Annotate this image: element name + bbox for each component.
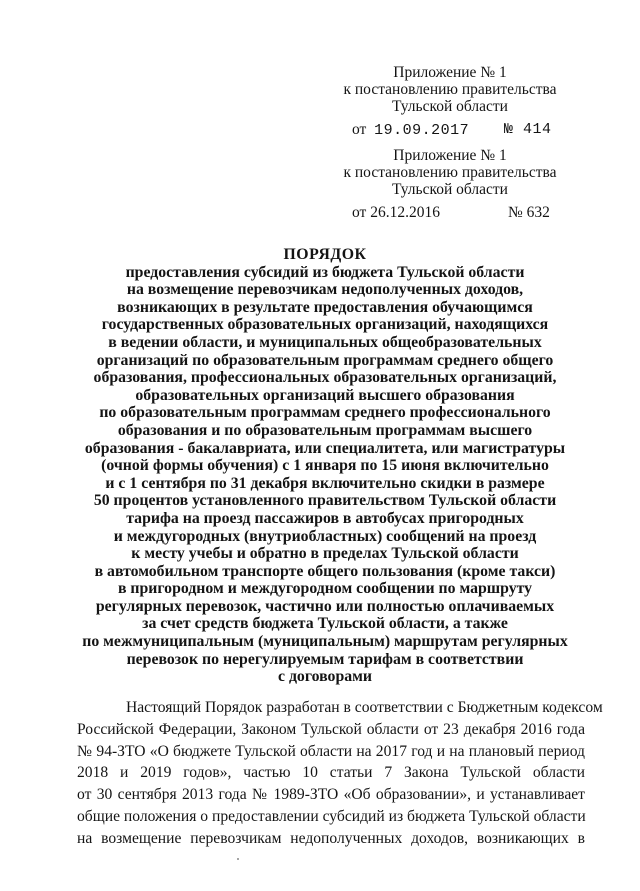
appendix-region-label: Тульской области [392, 98, 508, 115]
title-line: образования - бакалавриата, или специалитета, или магистратуры [84, 439, 566, 457]
title-line: в автомобильном транспорте общего пользования (кроме такси) [94, 562, 556, 580]
title-line: (очной формы обучения) с 1 января по 15 июня включительно [101, 457, 549, 475]
body-line: Настоящий Порядок разработан в соответствии с Бюджетным кодексом [126, 699, 603, 716]
document-heading: ПОРЯДОК [283, 246, 367, 263]
appendix-region-label: Тульской области [392, 181, 508, 198]
appendix-header-current [320, 64, 580, 115]
title-line: к месту учебы и обратно в пределах Тульской области [131, 545, 519, 563]
document-title [60, 246, 590, 686]
title-line: в пригородном и междугородном сообщении по маршруту [117, 580, 533, 598]
appendix-decree-label: к постановлению правительства [343, 164, 557, 181]
title-line: и с 1 сентября по 31 декабря включительно скидки в размере [105, 474, 545, 492]
title-line: государственных образовательных организаций, находящихся [101, 316, 549, 334]
title-line: регулярных перевозок, частично или полностью оплачиваемых [95, 597, 555, 615]
body-line: № 94-ЗТО «О бюджете Тульской области на 2017 год и на плановый период [77, 742, 585, 760]
body-line: от 30 сентября 2013 года № 1989-ЗТО «Об образовании», и устанавливает [77, 786, 585, 804]
appendix-decree-label: к постановлению правительства [343, 81, 557, 98]
body-line: на возмещение перевозчикам недополученных доходов, возникающих в [77, 829, 585, 847]
decree-date-value: от 26.12.2016 [352, 204, 440, 221]
title-line: предоставления субсидий из бюджета Тульской области [125, 263, 525, 281]
decree-number: № 414 [504, 121, 552, 138]
title-line: тарифа на проезд пассажиров в автобусах пригородных [126, 509, 524, 527]
title-line: 50 процентов установленного правительством Тульской области [93, 492, 557, 510]
decree-date-current [352, 121, 552, 139]
title-line: образования, профессиональных образовательных организаций, [93, 369, 557, 387]
date-prefix: от [352, 121, 367, 138]
title-line: организаций по образовательным программам среднего общего [96, 351, 554, 369]
title-line: за счет средств бюджета Тульской области, а также [142, 615, 508, 633]
body-line: 2018 и 2019 годов», частью 10 статьи 7 Закона Тульской области [77, 764, 585, 782]
title-line: в ведении области, и муниципальных общеобразовательных [108, 333, 542, 351]
title-line: с договорами [277, 668, 372, 686]
decree-date-value: 19.09.2017 [374, 122, 470, 139]
appendix-header-original [320, 147, 580, 198]
page-speck [237, 858, 239, 860]
decree-date-original [352, 204, 550, 222]
title-line: по образовательным программам среднего профессионального [99, 404, 551, 422]
body-line: Российской Федерации, Законом Тульской области от 23 декабря 2016 года [77, 720, 585, 738]
appendix-label: Приложение № 1 [393, 64, 507, 81]
body-paragraph [77, 697, 603, 850]
title-line: возникающих в результате предоставления обучающимся [117, 298, 533, 316]
title-line: перевозок по нерегулируемым тарифам в соответствии [126, 650, 524, 668]
appendix-label: Приложение № 1 [393, 147, 507, 164]
title-line: образования и по образовательным программам высшего [117, 421, 533, 439]
decree-number: № 632 [508, 204, 550, 221]
title-line: образовательных организаций высшего образования [135, 386, 515, 404]
body-line: общие положения о предоставлении субсидий из бюджета Тульской области [77, 807, 586, 825]
title-line: на возмещение перевозчикам недополученных доходов, [126, 281, 524, 299]
title-line: и междугородных (внутриобластных) сообщений на проезд [113, 527, 537, 545]
title-line: по межмуниципальным (муниципальным) маршрутам регулярных [82, 633, 568, 651]
